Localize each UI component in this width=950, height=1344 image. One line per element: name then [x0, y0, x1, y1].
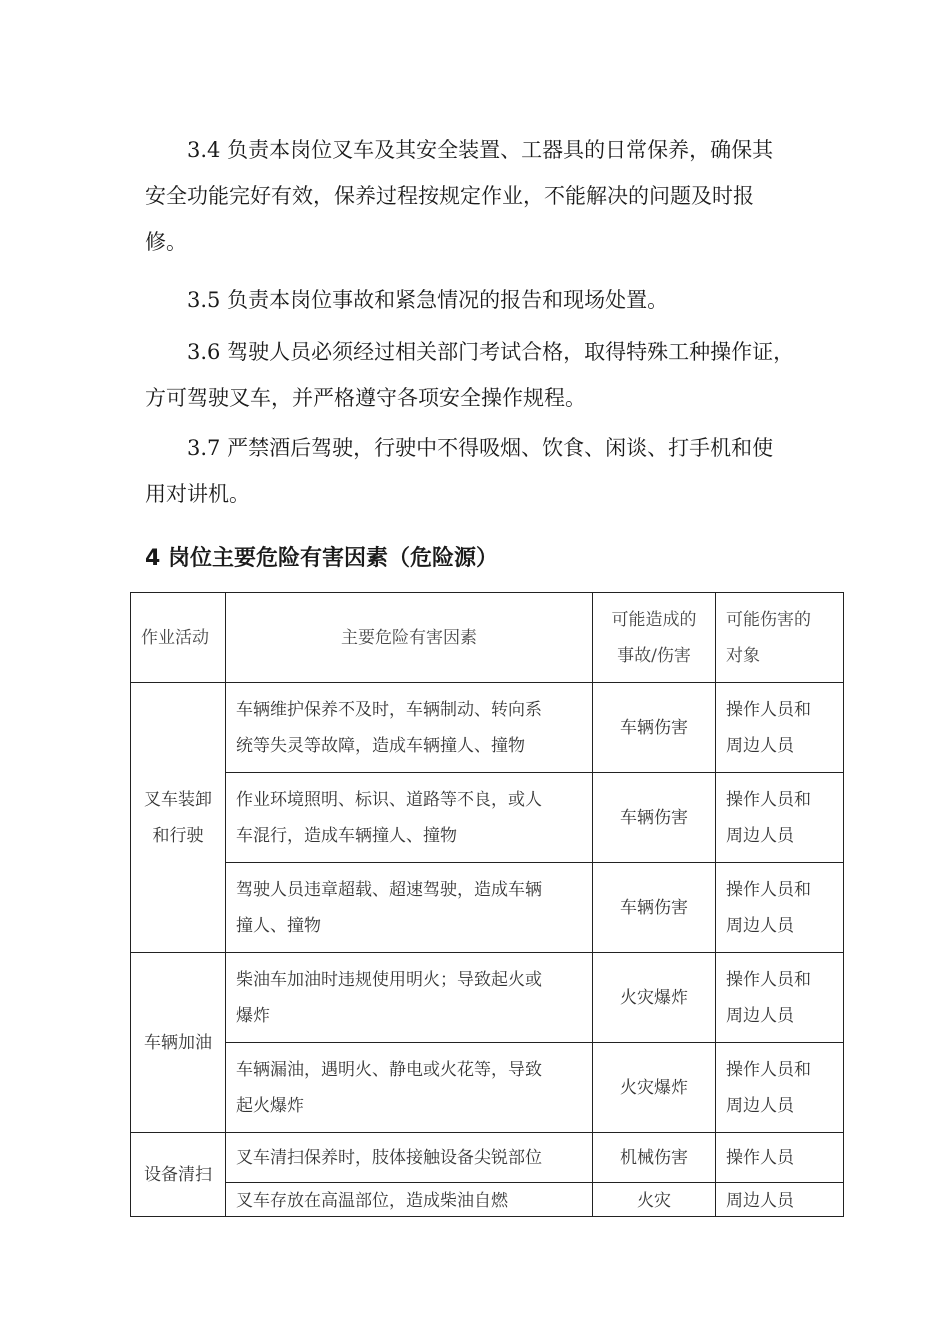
accident-cell: 机械伤害 [593, 1133, 716, 1183]
cell-line: 设备清扫 [144, 1164, 212, 1185]
table-row [131, 953, 844, 1043]
hazard-table [130, 592, 844, 1217]
cell-line: 操作人员和 [726, 969, 811, 990]
cell-line: 车辆漏油，遇明火、静电或火花等，导致 [236, 1059, 542, 1080]
text-line: 3.6 驾驶人员必须经过相关部门考试合格，取得特殊工种操作证， [187, 340, 795, 364]
target-cell [716, 683, 844, 773]
accident-cell: 火灾爆炸 [593, 1043, 716, 1133]
cell-line: 和行驶 [152, 825, 204, 846]
table-row [131, 773, 844, 863]
cell-line: 周边人员 [726, 1095, 794, 1116]
table-header-row [131, 593, 844, 683]
accident-cell: 车辆伤害 [593, 683, 716, 773]
cell-line: 叉车装卸 [144, 789, 212, 810]
cell-line: 叉车清扫保养时，肢体接触设备尖锐部位 [236, 1147, 542, 1168]
cell-line: 操作人员和 [726, 789, 811, 810]
factor-cell [226, 683, 593, 773]
factor-cell [226, 1133, 593, 1183]
table-row [131, 1183, 844, 1217]
target-cell [716, 1043, 844, 1133]
table-row [131, 683, 844, 773]
cell-line: 统等失灵等故障，造成车辆撞人、撞物 [236, 735, 525, 756]
text-line: 方可驾驶叉车，并严格遵守各项安全操作规程。 [145, 386, 586, 410]
cell-line: 火灾 [637, 1191, 671, 1211]
table-row [131, 1043, 844, 1133]
target-cell [716, 1133, 844, 1183]
cell-line: 叉车存放在高温部位，造成柴油自燃 [236, 1191, 508, 1211]
table-row [131, 863, 844, 953]
paragraph-3-5 [145, 277, 835, 323]
text-line: 3.5 负责本岗位事故和紧急情况的报告和现场处置。 [187, 288, 669, 312]
header-line: 可能造成的 [611, 609, 697, 630]
factor-cell [226, 953, 593, 1043]
cell-line: 操作人员 [726, 1147, 794, 1168]
cell-line: 周边人员 [726, 915, 794, 936]
header-target [716, 593, 844, 683]
accident-cell: 车辆伤害 [593, 773, 716, 863]
header-activity: 作业活动 [131, 593, 226, 683]
cell-line: 车混行，造成车辆撞人、撞物 [236, 825, 457, 846]
text-line: 安全功能完好有效，保养过程按规定作业，不能解决的问题及时报 [145, 184, 754, 208]
header-line: 可能伤害的 [726, 609, 811, 630]
cell-line: 周边人员 [726, 1005, 794, 1026]
factor-cell [226, 863, 593, 953]
cell-line: 柴油车加油时违规使用明火；导致起火或 [236, 969, 542, 990]
paragraph-3-4 [145, 127, 835, 265]
text-line: 修。 [145, 230, 187, 254]
activity-cell [131, 1133, 226, 1217]
target-cell [716, 863, 844, 953]
cell-line: 作业环境照明、标识、道路等不良，或人 [236, 789, 542, 810]
activity-cell [131, 683, 226, 953]
paragraph-3-6 [145, 329, 835, 421]
accident-cell [593, 1183, 716, 1217]
section-heading: 4 岗位主要危险有害因素（危险源） [145, 546, 498, 571]
cell-line: 车辆维护保养不及时，车辆制动、转向系 [236, 699, 542, 720]
text-line: 3.7 严禁酒后驾驶，行驶中不得吸烟、饮食、闲谈、打手机和使 [187, 436, 774, 460]
table-row [131, 1133, 844, 1183]
cell-line: 操作人员和 [726, 1059, 811, 1080]
cell-line: 车辆加油 [144, 1032, 212, 1053]
activity-cell [131, 953, 226, 1133]
target-cell [716, 953, 844, 1043]
target-cell [716, 1183, 844, 1217]
cell-line: 操作人员和 [726, 699, 811, 720]
header-line: 事故/伤害 [617, 645, 691, 666]
header-accident [593, 593, 716, 683]
text-line: 用对讲机。 [145, 482, 250, 506]
factor-cell [226, 773, 593, 863]
target-cell [716, 773, 844, 863]
text-line: 3.4 负责本岗位叉车及其安全装置、工器具的日常保养，确保其 [187, 138, 774, 162]
cell-line: 起火爆炸 [236, 1095, 304, 1116]
factor-cell [226, 1043, 593, 1133]
cell-line: 周边人员 [726, 1191, 794, 1211]
header-line: 对象 [726, 645, 760, 666]
accident-cell: 火灾爆炸 [593, 953, 716, 1043]
cell-line: 驾驶人员违章超载、超速驾驶，造成车辆 [236, 879, 542, 900]
cell-line: 周边人员 [726, 825, 794, 846]
cell-line: 爆炸 [236, 1005, 270, 1026]
cell-line: 周边人员 [726, 735, 794, 756]
cell-line: 操作人员和 [726, 879, 811, 900]
factor-cell [226, 1183, 593, 1217]
accident-cell: 车辆伤害 [593, 863, 716, 953]
paragraph-3-7 [145, 425, 835, 517]
header-factor: 主要危险有害因素 [226, 593, 593, 683]
cell-line: 撞人、撞物 [236, 915, 321, 936]
